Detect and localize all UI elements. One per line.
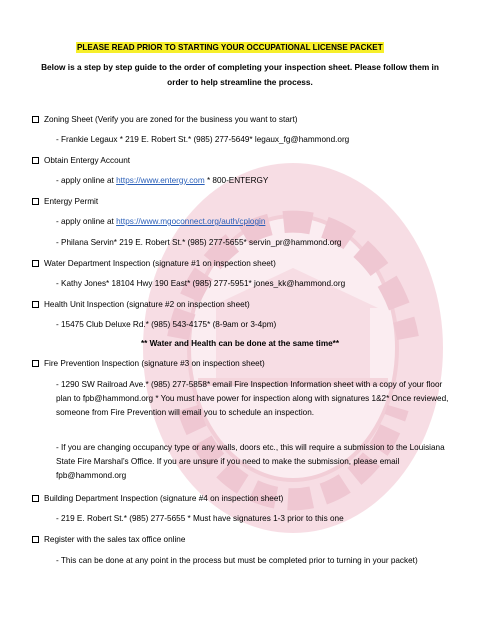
step-entergy-permit[interactable]: Entergy Permit [32,196,98,207]
checkbox[interactable] [32,301,39,308]
checkbox[interactable] [32,260,39,267]
page-banner: PLEASE READ PRIOR TO STARTING YOUR OCCUPATIONAL LICENSE PACKET [77,43,383,52]
fire-detail-submission: - 1290 SW Railroad Ave.* (985) 277-5858* email Fire Inspection Information sheet with a copy of your floor plan to fpb@hammond.org * You must have power for inspection along with signatures 1&2* Once reviewed, someone from Fire Prevention will email you to schedule an inspection. [56,380,449,417]
health-contact: - 15475 Club Deluxe Rd.* (985) 543-4175* (8-9am or 3-4pm) [56,320,277,329]
step-fire-inspection[interactable]: Fire Prevention Inspection (signature #3 on inspection sheet) [32,358,265,369]
step-building-inspection[interactable]: Building Department Inspection (signature #4 on inspection sheet) [32,493,283,504]
permit-link-line: - apply online at https://www.mgoconnect.org/auth/cplogin [56,217,266,226]
building-contact: - 219 E. Robert St.* (985) 277-5655 * Must have signatures 1-3 prior to this one [56,514,344,523]
step-entergy-account[interactable]: Obtain Entergy Account [32,155,130,166]
step-water-inspection[interactable]: Water Department Inspection (signature #1 on inspection sheet) [32,258,276,269]
zoning-contact: - Frankie Legaux * 219 E. Robert St.* (985) 277-5649* legaux_fg@hammond.org [56,135,350,144]
entergy-link[interactable]: https://www.entergy.com [116,176,205,185]
fire-detail-marshal: - If you are changing occupancy type or any walls, doors etc., this will require a submission to the Louisiana State Fire Marshal’s Office. If you are unsure if you need to make the submission, please email fpb@hammond.org [56,443,445,480]
checkbox[interactable] [32,116,39,123]
sales-tax-detail: - This can be done at any point in the process but must be completed prior to turning in your packet) [56,556,418,565]
water-health-note: ** Water and Health can be done at the same time** [140,339,340,348]
intro-text: Below is a step by step guide to the order of completing your inspection sheet. Please follow them in order to help streamline the process. [41,62,439,87]
step-health-inspection[interactable]: Health Unit Inspection (signature #2 on inspection sheet) [32,299,250,310]
checkbox[interactable] [32,198,39,205]
mgoconnect-link[interactable]: https://www.mgoconnect.org/auth/cplogin [116,217,266,226]
checkbox[interactable] [32,536,39,543]
permit-contact: - Philana Servin* 219 E. Robert St.* (985) 277-5655* servin_pr@hammond.org [56,238,342,247]
checkbox[interactable] [32,495,39,502]
step-sales-tax[interactable]: Register with the sales tax office online [32,534,185,545]
water-contact: - Kathy Jones* 18104 Hwy 190 East* (985) 277-5951* jones_kk@hammond.org [56,279,346,288]
checkbox[interactable] [32,157,39,164]
step-zoning[interactable]: Zoning Sheet (Verify you are zoned for the business you want to start) [32,114,298,125]
checkbox[interactable] [32,360,39,367]
entergy-contact: - apply online at https://www.entergy.com * 800-ENTERGY [56,176,269,185]
